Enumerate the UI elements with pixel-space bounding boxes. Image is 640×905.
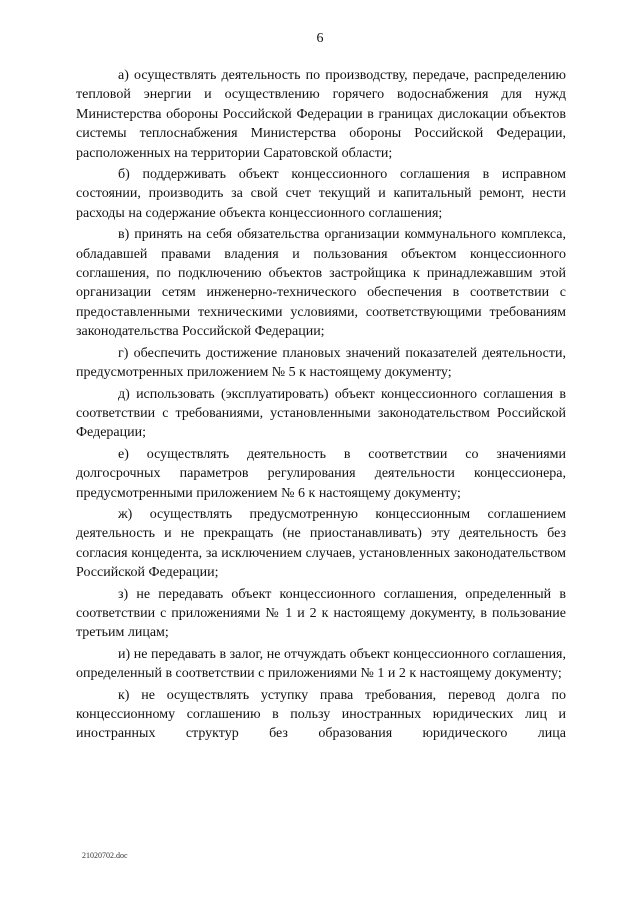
paragraph-k: к) не осуществлять уступку права требования, перевод долга по концессионному соглашению в пользу иностранных юридических лиц и иностранных структур без образования юридического лица (76, 687, 566, 742)
paragraph-v: в) принять на себя обязательства организации коммунального комплекса, обладавшей правами владения и пользования объектом концессионного соглашения, по подключению объектов застройщика к принадлежавшим этой организации сетям инженерно-технического обеспечения в соответствии с предоставленными техническими условиями, соответствующими требованиям законодательства Российской Федерации; (76, 227, 566, 340)
paragraph-zh: ж) осуществлять предусмотренную концессионным соглашением деятельность и не прекращать (не приостанавливать) эту деятельность без согласия концедента, за исключением случаев, установленных законодательством Российской Федерации; (76, 506, 566, 581)
paragraph-b: б) поддерживать объект концессионного соглашения в исправном состоянии, производить за свой счет текущий и капитальный ремонт, нести расходы на содержание объекта концессионного соглашения; (76, 167, 566, 221)
page-number: 6 (316, 31, 324, 46)
paragraph-i: и) не передавать в залог, не отчуждать объект концессионного соглашения, определенный в соответствии с приложениями № 1 и 2 к настоящему документу; (76, 646, 566, 682)
paragraph-a: а) осуществлять деятельность по производству, передаче, распределению тепловой энергии и осуществлению горячего водоснабжения для нужд Министерства обороны Российской Федерации в границах дислокации объектов системы теплоснабжения Министерства обороны Российской Федерации, расположенных на территории Саратовской области; (76, 68, 566, 161)
paragraph-d: д) использовать (эксплуатировать) объект концессионного соглашения в соответствии с требованиями, установленными законодательством Российской Федерации; (76, 386, 566, 441)
paragraph-z: з) не передавать объект концессионного соглашения, определенный в соответствии с приложениями № 1 и 2 к настоящему документу, в пользование третьим лицам; (76, 586, 566, 641)
document-file-id: 21020702.doc (82, 851, 128, 860)
paragraph-e: е) осуществлять деятельность в соответствии со значениями долгосрочных параметров регулирования деятельности концессионера, предусмотренными приложением № 6 к настоящему документу; (76, 446, 566, 501)
document-body (76, 66, 566, 746)
paragraph-g: г) обеспечить достижение плановых значений показателей деятельности, предусмотренных приложением № 5 к настоящему документу; (76, 345, 566, 381)
